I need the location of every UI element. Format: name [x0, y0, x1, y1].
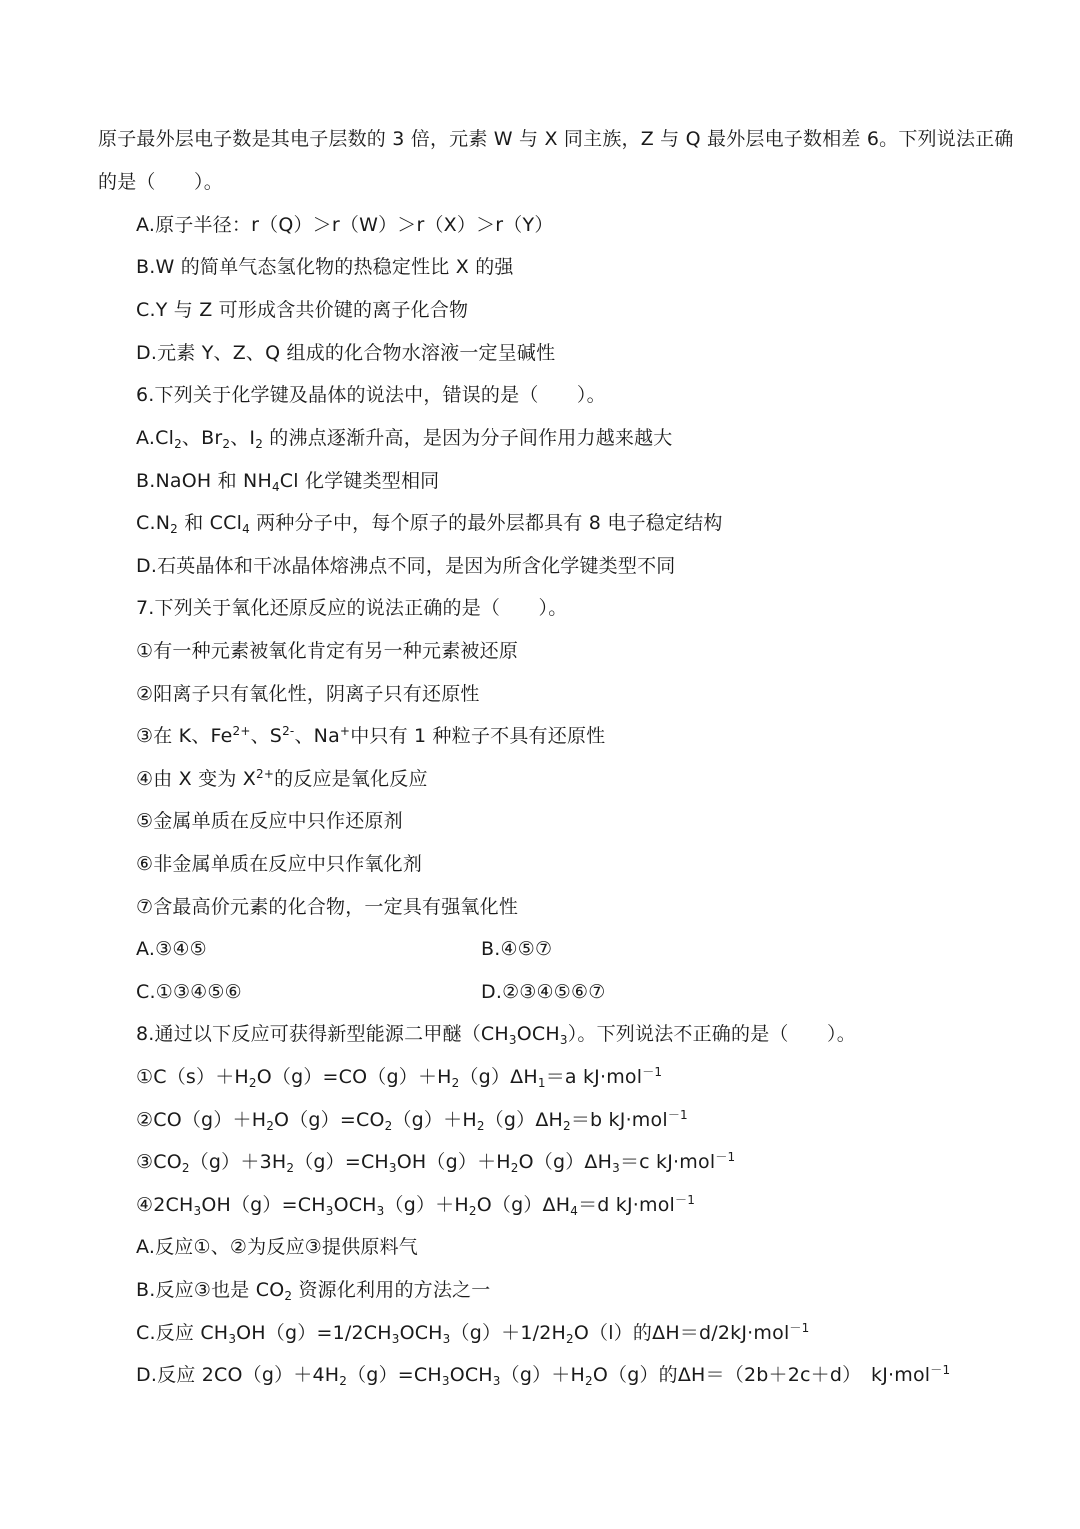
q7-statement-4: ④由 X 变为 $X^{2+}$的反应是氧化反应 — [136, 767, 428, 790]
q7-statement-6: ⑥非金属单质在反应中只作氧化剂 — [136, 853, 423, 875]
q5-option-c: C.Y 与 Z 可形成含共价键的离子化合物 — [136, 299, 469, 321]
q6-stem: 6.下列关于化学键及晶体的说法中，错误的是（ ）。 — [136, 384, 606, 406]
q5-option-d: D.元素 Y、Z、Q 组成的化合物水溶液一定呈碱性 — [136, 342, 556, 364]
q8-stem: 8.通过以下反应可获得新型能源二甲醚$(CH_3OCH_3)$。下列说法不正确的是（ ）。 — [136, 1023, 856, 1047]
q8-reaction-1: $①C(s)+H_2O(g)=CO(g)+H_2(g)\Delta H_1=a$ kJ·mol$^{-1}$ — [136, 1065, 663, 1090]
q6-option-b: B.NaOH 和 $NH_4Cl$ 化学键类型相同 — [136, 470, 440, 494]
q7-option-d: D.②③④⑤⑥⑦ — [481, 981, 606, 1003]
q6-option-c: $C.N_2$ 和 CCl$_4$ 两种分子中，每个原子的最外层都具有 8 电子稳定结构 — [136, 512, 723, 536]
q8-reaction-3: $③CO_2(g)+3H_2(g)=CH_3OH(g)+H_2O(g)\Delta H_3=c$ kJ·mol$^{-1}$ — [136, 1150, 736, 1175]
q5-option-a: A.原子半径：r（Q）＞r（W）＞r（X）＞r（Y） — [136, 214, 554, 236]
q7-statement-1: ①有一种元素被氧化肯定有另一种元素被还原 — [136, 640, 519, 662]
q5-option-b: B.W 的简单气态氢化物的热稳定性比 X 的强 — [136, 256, 514, 278]
q6-option-a: $A.Cl_2$、$Br_2$、$I_2$ 的沸点逐渐升高，是因为分子间作用力越来越大 — [136, 427, 673, 451]
q7-option-a: A.③④⑤ — [136, 938, 207, 960]
q7-option-c: C.①③④⑤⑥ — [136, 981, 242, 1003]
q8-option-a: A.反应①、②为反应③提供原料气 — [136, 1236, 419, 1258]
q7-stem: 7.下列关于氧化还原反应的说法正确的是（ ）。 — [136, 597, 568, 619]
q6-option-d: D.石英晶体和干冰晶体熔沸点不同，是因为所含化学键类型不同 — [136, 555, 676, 577]
q7-statement-5: ⑤金属单质在反应中只作还原剂 — [136, 810, 403, 832]
q8-option-c: C.反应 $CH_3OH(g)=1/2CH_3OCH_3(g)+1/2H_2O(l)$的ΔH＝d/2kJ·mol$^{-1}$ — [136, 1321, 810, 1346]
q8-reaction-4: $④2CH_3OH(g)=CH_3OCH_3(g)+H_2O(g)\Delta H_4=d$ kJ·mol$^{-1}$ — [136, 1193, 696, 1218]
intro-line-2: 的是（ ）。 — [98, 171, 223, 193]
q7-option-b: B.④⑤⑦ — [481, 938, 553, 960]
intro-line-1: 原子最外层电子数是其电子层数的 3 倍，元素 W 与 X 同主族，Z 与 Q 最外层电子数相差 6。下列说法正确 — [98, 128, 1014, 150]
q7-statement-7: ⑦含最高价元素的化合物，一定具有强氧化性 — [136, 896, 519, 918]
q8-option-b: B.反应③也是 $CO_2$ 资源化利用的方法之一 — [136, 1279, 491, 1303]
q7-statement-2: ②阳离子只有氧化性，阴离子只有还原性 — [136, 683, 480, 705]
q8-reaction-2: $②CO(g)+H_2O(g)=CO_2(g)+H_2(g)\Delta H_2=b$ kJ·mol$^{-1}$ — [136, 1108, 688, 1133]
q8-option-d: D.反应 $2CO(g)+4H_2(g)=CH_3OCH_3(g)+H_2O(g)$的ΔH＝（2b＋2c＋d） kJ·mol$^{-1}$ — [136, 1363, 951, 1388]
q7-statement-3: ③在 K、$Fe^{2+}$、$S^{2-}$、Na+中只有 1 种粒子不具有还原性 — [136, 724, 606, 747]
